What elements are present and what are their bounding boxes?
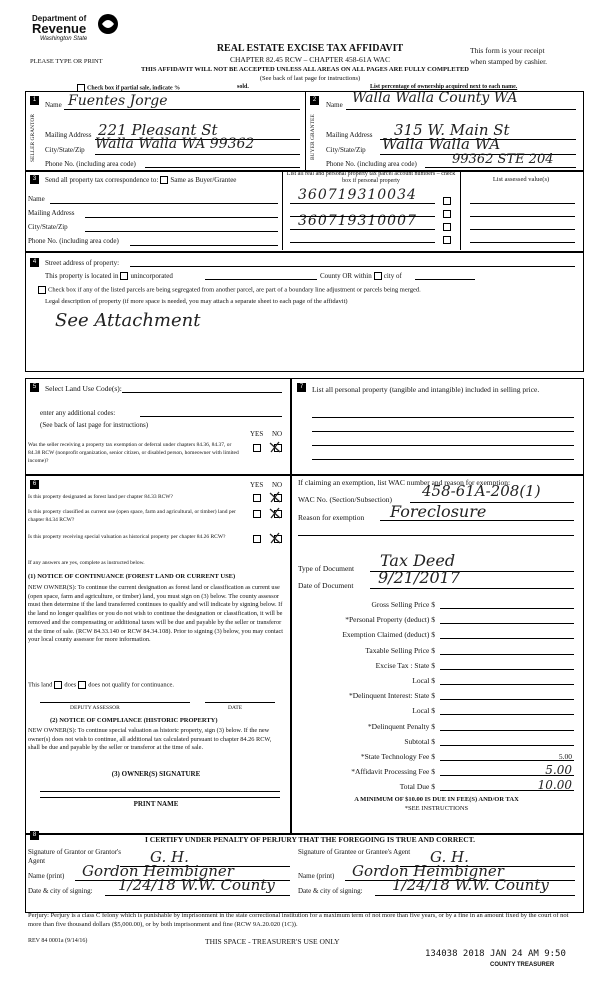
this-land-label: This land: [28, 681, 53, 689]
buyer-name[interactable]: Walla Walla County WA: [352, 90, 518, 106]
owner-signature-label: (3) OWNER(S) SIGNATURE: [111, 770, 201, 778]
section-6-number: 6: [30, 480, 39, 489]
seller-address[interactable]: 221 Pleasant St: [98, 121, 218, 139]
form-chapter: CHAPTER 82.45 RCW – CHAPTER 458-61A WAC: [230, 55, 390, 64]
doc-date[interactable]: 9/21/2017: [378, 568, 461, 587]
fee-label: Local $: [412, 676, 435, 685]
corr-address-label: Mailing Address: [28, 209, 75, 217]
continuance-title: (1) NOTICE OF CONTINUANCE (FOREST LAND OR CURRENT USE): [28, 573, 236, 580]
ownership-note: List percentage of ownership acquired next to each name.: [370, 84, 518, 90]
fee-label: Gross Selling Price $: [371, 600, 435, 609]
assessed-header: List assessed value(s): [492, 176, 550, 183]
grantor-signature[interactable]: G. H.: [150, 848, 189, 866]
fee-value[interactable]: 5.00: [545, 763, 572, 778]
land-use-see-back: (See back of last page for instructions): [40, 421, 149, 429]
fee-label: *State Technology Fee $: [360, 752, 435, 761]
located-row: [45, 272, 173, 280]
perjury-statement: Perjury: Perjury is a class C felony which is punishable by imprisonment in the state correctional institution for a maximum term of not more than five years, or by a fine in an amount fixed by the court of not more than five thousand dollars ($5,000.00), or by both imprisonment and fine (RCW 9A.20.020 (1C)).: [28, 912, 569, 928]
corr-phone-label: Phone No. (including area code): [28, 237, 119, 245]
street-label: Street address of property:: [45, 259, 120, 267]
legal-label: Legal description of property (if more space is needed, you may attach a separate sheet to each page of the affidavit): [45, 298, 348, 305]
grantee-date[interactable]: 1/24/18 W.W. County: [392, 876, 549, 894]
exemption-reason[interactable]: Foreclosure: [390, 502, 487, 521]
does-not-checkbox[interactable]: [78, 681, 86, 689]
dept-line2: Revenue: [32, 21, 87, 36]
legal-description[interactable]: See Attachment: [55, 310, 201, 331]
exemption-label: If claiming an exemption, list WAC number and reason for exemption:: [298, 478, 511, 487]
grantee-name-label: Name (print): [298, 872, 335, 880]
doc-type[interactable]: Tax Deed: [380, 551, 456, 570]
dept-line3: Washington State: [40, 36, 88, 42]
grantor-sig-label: Signature of Grantor or Grantor's Agent: [28, 848, 122, 865]
print-name-label: PRINT NAME: [133, 800, 179, 808]
treasurer-space: THIS SPACE - TREASURER'S USE ONLY: [205, 937, 340, 946]
fee-label: Taxable Selling Price $: [365, 645, 435, 655]
continuance-row: [28, 681, 174, 689]
fee-label: *Personal Property (deduct) $: [345, 615, 435, 625]
forest-question: Is this property designated as forest land per chapter 84.33 RCW?: [28, 494, 173, 500]
grantor-date-label: Date & city of signing:: [28, 887, 93, 895]
fee-label: *Delinquent Interest: State $: [348, 691, 435, 701]
buyer-phone-label: Phone No. (including area code): [326, 160, 417, 168]
city-of-checkbox[interactable]: [374, 272, 382, 280]
buyer-address[interactable]: 315 W. Main St: [394, 121, 510, 139]
historic-yes-checkbox[interactable]: [253, 535, 261, 543]
fee-label: Local $: [412, 706, 435, 716]
please-type: PLEASE TYPE OR PRINT: [30, 58, 103, 65]
correspondence-label: [45, 176, 236, 184]
seller-city[interactable]: Walla Walla WA 99362: [95, 136, 255, 152]
section-4-number: 4: [30, 258, 39, 267]
s6-yes-label: YES: [250, 481, 264, 489]
fee-label: Subtotal $: [404, 736, 435, 746]
section-2-number: 2: [310, 96, 319, 105]
does-checkbox[interactable]: [54, 681, 62, 689]
form-title: REAL ESTATE EXCISE TAX AFFIDAVIT: [216, 43, 404, 54]
segregated-label: Check box if any of the listed parcels are being segregated from another parcel, are part of a boundary line adjustment or parcels being merged.: [48, 286, 421, 294]
parcel-1[interactable]: 360719310034: [298, 187, 417, 203]
fee-value[interactable]: 5.00: [558, 752, 572, 761]
corr-city-label: City/State/Zip: [28, 223, 68, 231]
s5-yes-label: YES: [250, 430, 264, 438]
wac-number[interactable]: 458-61A-208(1): [422, 482, 541, 500]
fee-label: *Affidavit Processing Fee $: [351, 767, 435, 777]
seller-address-label: Mailing Address: [45, 131, 92, 139]
city-of-label: city of: [383, 272, 402, 280]
seller-phone-label: Phone No. (including area code): [45, 160, 136, 168]
correspondence-text: Send all property tax correspondence to:: [45, 176, 159, 184]
enter-codes-label: enter any additional codes:: [40, 409, 116, 417]
forest-no-check-mark-icon: [268, 490, 282, 504]
does-label: does: [64, 681, 77, 689]
parcels-header: List all real and personal property tax parcel account numbers – check box if personal property: [286, 171, 456, 184]
current-use-no-check-mark-icon: [268, 506, 282, 520]
seller-city-label: City/State/Zip: [45, 146, 85, 154]
warning-text: THIS AFFIDAVIT WILL NOT BE ACCEPTED UNLESS ALL AREAS ON ALL PAGES ARE FULLY COMPLETED: [141, 66, 469, 73]
fee-label: Excise Tax : State $: [375, 660, 435, 670]
buyer-address-label: Mailing Address: [326, 131, 373, 139]
treasurer-stamp: 134038 2018 JAN 24 AM 9:50: [425, 949, 566, 959]
fee-label: Exemption Claimed (deduct) $: [342, 630, 435, 640]
current-use-yes-checkbox[interactable]: [253, 510, 261, 518]
section-8-number: 8: [30, 831, 39, 840]
personal-property-checkbox-1[interactable]: [443, 197, 451, 205]
see-instructions: *SEE INSTRUCTIONS: [404, 805, 469, 812]
buyer-name-label: Name: [326, 101, 343, 109]
same-as-buyer-label: Same as Buyer/Grantee: [170, 176, 237, 184]
county-row: [320, 272, 402, 280]
fee-value[interactable]: 10.00: [537, 778, 572, 793]
s6-no-label: NO: [272, 481, 283, 489]
county-label: County OR within: [320, 272, 372, 280]
s5-no-check-mark-icon: [268, 440, 282, 454]
wac-label: WAC No. (Section/Subsection): [298, 495, 392, 504]
same-as-buyer-checkbox[interactable]: [160, 176, 168, 184]
fee-label: *Delinquent Penalty $: [367, 721, 435, 731]
dept-line1: Department of: [32, 14, 87, 23]
parcel-2[interactable]: 360719310007: [298, 213, 417, 229]
historic-question: Is this property receiving special valuation as historical property per chapter 84.26 RCW?: [28, 534, 226, 540]
section-5-number: 5: [30, 383, 39, 392]
personal-property-checkbox-3[interactable]: [443, 223, 451, 231]
grantor-date[interactable]: 1/24/18 W.W. County: [118, 876, 275, 894]
partial-sale-label: Check box if partial sale, indicate %: [87, 85, 181, 92]
section-forest-land: [25, 475, 291, 835]
receipt-note-1: This form is your receipt: [470, 46, 545, 55]
grantee-name[interactable]: Gordon Heimbigner: [352, 862, 504, 880]
date-label: DATE: [228, 705, 243, 711]
s5-yes-checkbox[interactable]: [253, 444, 261, 452]
certify-statement: I CERTIFY UNDER PENALTY OF PERJURY THAT THE FOREGOING IS TRUE AND CORRECT.: [144, 835, 475, 844]
compliance-title: (2) NOTICE OF COMPLIANCE (HISTORIC PROPERTY): [50, 717, 218, 724]
county-treasurer: COUNTY TREASURER: [490, 962, 555, 968]
corr-name-label: Name: [28, 195, 45, 203]
grantee-signature[interactable]: G. H.: [430, 848, 469, 866]
if-yes-note: If any answers are yes, complete as instructed below.: [28, 560, 145, 566]
see-back: (See back of last page for instructions): [259, 75, 361, 82]
section-3-number: 3: [30, 175, 39, 184]
seller-name-label: Name: [45, 101, 62, 109]
doc-date-label: Date of Document: [298, 581, 354, 590]
land-use-title: Select Land Use Code(s):: [45, 384, 122, 393]
unincorporated-checkbox[interactable]: [120, 272, 128, 280]
form-number: REV 84 0001a (9/14/16): [28, 938, 88, 944]
current-use-question: Is this property classified as current use (open space, farm and agricultural, or timber) land per chapter 84.34 RCW?: [28, 509, 236, 523]
unincorporated-label: unincorporated: [130, 272, 173, 280]
personal-property-checkbox-2[interactable]: [443, 210, 451, 218]
forest-yes-checkbox[interactable]: [253, 494, 261, 502]
does-not-label: does not qualify for continuance.: [88, 681, 175, 689]
located-label: This property is located in: [45, 272, 119, 280]
buyer-side-label: BUYER GRANTEE: [310, 114, 316, 161]
historic-no-check-mark-icon: [268, 531, 282, 545]
personal-property-label: List all personal property (tangible and intangible) included in selling price.: [312, 385, 540, 394]
segregated-row: [36, 286, 421, 294]
section-1-number: 1: [30, 96, 39, 105]
buyer-city-label: City/State/Zip: [326, 146, 366, 154]
grantor-name[interactable]: Gordon Heimbigner: [82, 862, 234, 880]
seller-side-label: SELLER GRANTOR: [30, 113, 36, 162]
compliance-text: NEW OWNER(S): To continue special valuation as historic property, sign (3) below. If the new owner(s) does not wish to continue, all additional tax calculated pursuant to chapter 84.26 RCW, shall be due and payable by the seller or transferor at the time of sale.: [28, 727, 272, 752]
minimum-due: A MINIMUM OF $10.00 IS DUE IN FEE(S) AND/OR TAX: [354, 796, 519, 803]
sold-label: sold.: [237, 84, 249, 90]
personal-property-checkbox-4[interactable]: [443, 236, 451, 244]
seller-name[interactable]: Fuentes Jorge: [68, 93, 168, 109]
s5-no-label: NO: [272, 430, 283, 438]
grantee-sig-label: Signature of Grantee or Grantee's Agent: [298, 848, 411, 856]
buyer-phone-extra[interactable]: 99362 STE 204: [452, 152, 554, 167]
fee-label: Total Due $: [399, 782, 435, 792]
doc-type-label: Type of Document: [298, 564, 355, 573]
section-7-number: 7: [297, 383, 306, 392]
continuance-text: NEW OWNER(S): To continue the current designation as forest land or classification as current use (open space, farm and agriculture, or timber) land, you must sign on (3) below. The county assessor must then determine if the land transferred continues to qualify and will indicate by signing below. If the land no longer qualifies or you do not wish to continue the designation or classification, it will be removed and the compensating or additional taxes will be due and payable by the seller or transferor at the time of sale. (RCW 84.33.140 or RCW 84.34.108). Prior to signing (3) below, you may contact your local county assessor for more information.: [28, 584, 284, 644]
grantee-date-label: Date & city of signing:: [298, 887, 363, 895]
segregated-checkbox[interactable]: [38, 286, 46, 294]
receipt-note-2: when stamped by cashier.: [470, 57, 548, 66]
exemption-question: Was the seller receiving a property tax exemption or deferral under chapters 84.36, 84.37, or 84.38 RCW (nonprofit organization, senior citizen, or disabled person, homeowner with limited income)?: [28, 442, 239, 464]
buyer-city[interactable]: Walla Walla WA: [382, 135, 501, 153]
reason-label: Reason for exemption: [298, 513, 365, 522]
grantor-name-label: Name (print): [28, 872, 65, 880]
deputy-assessor-label: DEPUTY ASSESSOR: [70, 705, 120, 711]
